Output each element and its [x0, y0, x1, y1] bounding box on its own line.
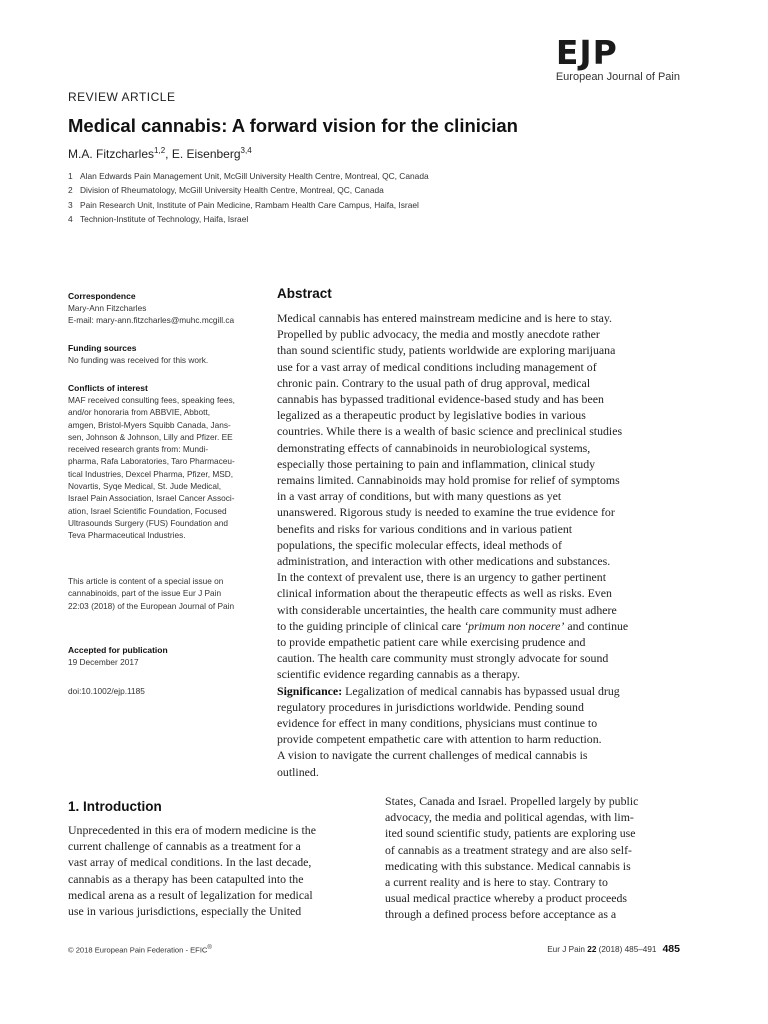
abstract-line: in a vast array of conditions, but with many questions as yet	[277, 489, 562, 504]
registered-mark: ®	[207, 945, 212, 951]
correspondence-block	[68, 290, 263, 327]
author-affiliation-marker: 1,2	[154, 146, 166, 155]
affiliation-text: Division of Rheumatology, McGill University Health Centre, Montreal, QC, Canada	[80, 185, 384, 196]
body-line: a current reality and is here to stay. Contrary to	[385, 875, 608, 890]
citation-prefix: Eur J Pain	[547, 945, 588, 954]
abstract-text: and continue	[564, 618, 629, 633]
section-label: REVIEW ARTICLE	[68, 90, 176, 104]
body-line: of cannabis as a treatment strategy and are also self-	[385, 842, 632, 857]
funding-text: No funding was received for this work.	[68, 355, 209, 365]
journal-logo-mark: EJP	[555, 33, 618, 72]
significance-line: regulatory procedures in jurisdictions worldwide. Pending sound	[277, 699, 584, 714]
body-line: cannabis as a therapy has been catapulted into the	[68, 871, 304, 886]
author-name: E. Eisenberg	[171, 147, 241, 161]
conflicts-line: amgen, Bristol-Myers Squibb Canada, Jans-	[68, 419, 231, 430]
conflicts-line: Novartis, Syqe Medical, St. Jude Medical,	[68, 481, 222, 492]
conflicts-line: Ultrasounds Surgery (FUS) Foundation and	[68, 517, 229, 528]
body-line: ited sound scientific study, patients are exploring use	[385, 826, 636, 841]
author-separator: ,	[165, 147, 172, 161]
introduction-right-column	[385, 793, 681, 923]
article-title: Medical cannabis: A forward vision for the clinician	[68, 115, 518, 136]
body-line: medicating with this substance. Medical cannabis is	[385, 858, 631, 873]
affiliation-list	[68, 169, 429, 226]
body-line: medical arena as a result of legalization for medical	[68, 887, 313, 902]
abstract-line: scientific evidence regarding cannabis as a therapy.	[277, 667, 520, 682]
correspondence-heading: Correspondence	[68, 291, 136, 301]
body-line: through a defined process before acceptance as a	[385, 907, 617, 922]
affiliation-number: 2	[68, 185, 73, 196]
abstract-line: benefits and risks for various conditions and in various patient	[277, 521, 573, 536]
conflicts-line: tical Industries, Dexcel Pharma, Pfizer, MSD,	[68, 468, 234, 479]
affiliation-text: Technion-Institute of Technology, Haifa, Israel	[80, 213, 249, 224]
affiliation-item	[68, 198, 429, 212]
abstract-line: remains limited. Cannabinoids may hold promise for relief of symptoms	[277, 473, 620, 488]
special-issue-line: 22:03 (2018) of the European Journal of Pain	[68, 600, 235, 611]
abstract-line: chronic pain. Contrary to the usual path of drug approval, medical	[277, 375, 591, 390]
abstract-line: clinical information about the therapeutic effects as well as risks. Even	[277, 586, 612, 601]
conflicts-line: MAF received consulting fees, speaking fees,	[68, 395, 235, 405]
significance-line: evidence for effect in many conditions, physicians must continue to	[277, 716, 598, 731]
body-line: current challenge of cannabis as a treatment for a	[68, 839, 301, 854]
body-line: usual medical practice whereby a product proceeds	[385, 891, 628, 906]
abstract-line: countries. While there is a wealth of basic science and preclinical studies	[277, 424, 623, 439]
conflicts-line: pharma, Rafa Laboratories, Taro Pharmaceu-	[68, 456, 235, 467]
abstract-body	[277, 310, 680, 780]
citation-suffix: (2018) 485–491	[596, 945, 657, 954]
funding-heading: Funding sources	[68, 343, 137, 353]
significance-line	[277, 683, 680, 699]
abstract-line: caution. The health care community must strongly advocate for sound	[277, 651, 609, 666]
affiliation-item	[68, 212, 429, 226]
accepted-heading: Accepted for publication	[68, 645, 168, 655]
abstract-heading: Abstract	[277, 286, 332, 301]
introduction-heading: 1. Introduction	[68, 799, 162, 814]
body-line: Unprecedented in this era of modern medicine is the	[68, 823, 316, 837]
introduction-left-column	[68, 822, 364, 919]
abstract-line	[277, 618, 680, 634]
affiliation-item	[68, 169, 429, 183]
conflicts-block	[68, 382, 263, 542]
accepted-block	[68, 644, 263, 668]
abstract-line: to provide empathetic patient care while exercising prudence and	[277, 635, 586, 650]
latin-phrase: ‘primum non nocere’	[464, 618, 565, 633]
doi-block	[68, 685, 263, 697]
abstract-line: demonstrating effects of cannabinoids in neurobiological systems,	[277, 440, 591, 455]
significance-line: outlined.	[277, 764, 319, 779]
significance-line: A vision to navigate the current challenges of medical cannabis is	[277, 748, 588, 763]
significance-label: Significance:	[277, 683, 343, 698]
abstract-line: administration, and interaction with other medications and substances.	[277, 554, 611, 569]
body-line: use in various jurisdictions, especially the United	[68, 904, 302, 919]
conflicts-line: and/or honoraria from ABBVIE, Abbott,	[68, 407, 211, 418]
doi-link[interactable]: doi:10.1002/ejp.1185	[68, 686, 145, 696]
abstract-line: cannabis has bypassed traditional evidence-based study and has been	[277, 392, 604, 407]
conflicts-line: sen, Johnson & Johnson, Lilly and Pfizer. EE	[68, 431, 233, 442]
page-citation	[547, 943, 680, 955]
funding-block	[68, 342, 263, 366]
accepted-date: 19 December 2017	[68, 657, 139, 667]
correspondence-email[interactable]: E-mail: mary-ann.fitzcharles@muhc.mcgill.ca	[68, 315, 235, 326]
special-issue-line: This article is content of a special issue on	[68, 576, 224, 586]
abstract-line: Propelled by public advocacy, the media and mostly anecdote rather	[277, 327, 600, 342]
abstract-line: use for a vast array of medical conditions including management of	[277, 359, 597, 374]
page-number: 485	[662, 943, 680, 955]
abstract-line: unanswered. Rigorous study is needed to examine the true evidence for	[277, 505, 615, 520]
abstract-line: populations, the specific molecular effects, ideal methods of	[277, 537, 562, 552]
affiliation-number: 3	[68, 199, 73, 210]
citation-volume: 22	[587, 945, 597, 954]
abstract-line: legalized as a therapeutic product by legislative bodies in various	[277, 408, 586, 423]
abstract-line: with considerable uncertainties, the health care community must adhere	[277, 602, 617, 617]
copyright-text: © 2018 European Pain Federation - EFIC	[68, 945, 208, 955]
copyright-notice	[68, 945, 212, 955]
affiliation-number: 1	[68, 171, 73, 181]
abstract-line: especially those pertaining to pain and inflammation, clinical study	[277, 456, 596, 471]
affiliation-number: 4	[68, 213, 73, 224]
author-list	[68, 146, 252, 161]
conflicts-line: Teva Pharmaceutical Industries.	[68, 530, 186, 541]
conflicts-line: received research grants from: Mundi-	[68, 444, 209, 455]
conflicts-line: ation, Israel Scientific Foundation, Focused	[68, 505, 227, 516]
abstract-line: Medical cannabis has entered mainstream medicine and is here to stay.	[277, 311, 613, 325]
journal-name: European Journal of Pain	[555, 71, 680, 83]
abstract-line: than sound scientific study, patients worldwide are exploring marijuana	[277, 343, 616, 358]
body-line: States, Canada and Israel. Propelled largely by public	[385, 794, 639, 808]
author-affiliation-marker: 3,4	[240, 146, 252, 155]
correspondence-name: Mary-Ann Fitzcharles	[68, 303, 147, 313]
affiliation-text: Alan Edwards Pain Management Unit, McGill University Health Centre, Montreal, QC, Canada	[80, 171, 429, 181]
abstract-text: to the guiding principle of clinical care	[277, 618, 465, 633]
affiliation-text: Pain Research Unit, Institute of Pain Medicine, Rambam Health Care Campus, Haifa, Israel	[80, 199, 419, 210]
journal-logo	[555, 33, 680, 83]
conflicts-heading: Conflicts of interest	[68, 383, 148, 393]
special-issue-note	[68, 575, 263, 612]
abstract-line: In the context of prevalent use, there is an urgency to gather pertinent	[277, 570, 606, 585]
body-line: advocacy, the media and political agendas, with lim-	[385, 810, 634, 825]
conflicts-line: Israel Pain Association, Israel Cancer Associ-	[68, 493, 235, 504]
affiliation-item	[68, 183, 429, 197]
special-issue-line: cannabinoids, part of the issue Eur J Pain	[68, 588, 222, 599]
significance-line: provide competent empathetic care with attention to harm reduction.	[277, 732, 602, 747]
significance-text: Legalization of medical cannabis has bypassed usual drug	[342, 683, 620, 698]
author-name: M.A. Fitzcharles	[68, 147, 155, 161]
body-line: vast array of medical conditions. In the last decade,	[68, 855, 312, 870]
